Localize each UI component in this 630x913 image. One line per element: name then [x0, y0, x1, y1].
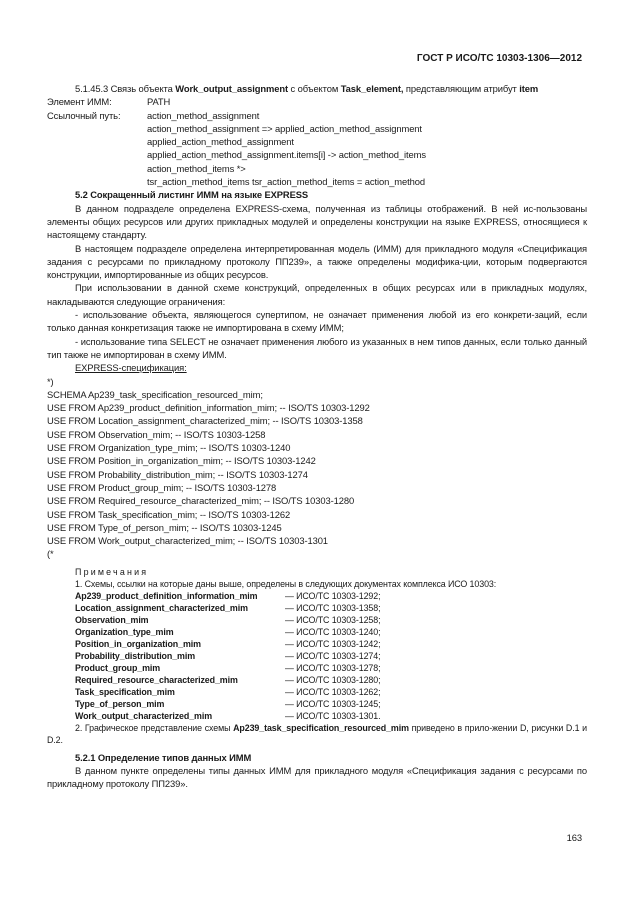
page-content: [47, 82, 587, 791]
schema-ref: — ИСО/ТС 10303-1280;: [285, 674, 381, 685]
reference-path-row: [47, 109, 587, 122]
reference-path-line: action_method_items *>: [147, 162, 246, 174]
code-line: USE FROM Location_assignment_characterized_mim; -- ISO/TS 10303-1358: [47, 415, 363, 427]
notes-block: [47, 566, 587, 722]
schema-name: Organization_type_mim: [75, 626, 174, 637]
express-code-block: [47, 375, 587, 561]
schema-ref: — ИСО/ТС 10303-1358;: [285, 602, 381, 613]
schema-ref: — ИСО/ТС 10303-1301.: [285, 710, 381, 721]
text: с объектом: [288, 83, 341, 94]
paragraph: В данном пункте определены типы данных ИММ для прикладного модуля «Спецификация задания с ресурсами по прикладному протоколу ПП239».: [47, 764, 587, 790]
schema-name: Ap239_task_specification_resourced_mim: [233, 722, 409, 733]
mim-element-row: [47, 95, 587, 108]
reference-path-line: applied_action_method_assignment: [147, 136, 294, 148]
note-table-row: [75, 626, 587, 638]
mim-element-label: Элемент ИММ:: [47, 96, 112, 108]
reference-path-line: action_method_assignment: [147, 109, 260, 121]
code-line: USE FROM Required_resource_characterized_mim; -- ISO/TS 10303-1280: [47, 495, 355, 507]
express-spec-label: EXPRESS-спецификация:: [75, 362, 187, 374]
clause-5-1-45-3: [47, 82, 587, 95]
schema-name: Required_resource_characterized_mim: [75, 674, 238, 685]
reference-path-label: Ссылочный путь:: [47, 109, 121, 121]
code-line: USE FROM Ap239_product_definition_information_mim; -- ISO/TS 10303-1292: [47, 402, 370, 414]
schema-ref: — ИСО/ТС 10303-1240;: [285, 626, 381, 637]
schema-name: Type_of_person_mim: [75, 698, 165, 709]
schema-name: Location_assignment_characterized_mim: [75, 602, 248, 613]
paragraph: - использование объекта, являющегося супертипом, не означает применения любой из его конкрети-заций, если только данная конкретизация также не импортирована в схему ИММ;: [47, 309, 587, 334]
note-table-row: [75, 602, 587, 614]
page-number: 163: [566, 832, 582, 843]
schema-ref: — ИСО/ТС 10303-1292;: [285, 590, 381, 601]
text: 2. Графическое представление схемы: [75, 722, 234, 733]
schema-ref: — ИСО/ТС 10303-1262;: [285, 686, 381, 697]
code-line: (*: [47, 548, 54, 560]
schema-name: Ap239_product_definition_information_mim: [75, 590, 258, 601]
schema-ref: — ИСО/ТС 10303-1258;: [285, 614, 381, 625]
note-table-row: [75, 710, 587, 722]
note-table-row: [75, 686, 587, 698]
note-table-row: [75, 650, 587, 662]
reference-path-line: action_method_assignment => applied_action_method_assignment: [147, 122, 422, 134]
code-line: USE FROM Organization_type_mim; -- ISO/TS 10303-1240: [47, 442, 291, 454]
schema-name: Position_in_organization_mim: [75, 638, 201, 649]
code-line: USE FROM Work_output_characterized_mim; -- ISO/TS 10303-1301: [47, 535, 328, 547]
text: приведено в прило-жении D, рисунки D.1 и D.2.: [47, 722, 587, 745]
reference-path-line: tsr_action_method_items tsr_action_method_items = action_method: [147, 176, 425, 188]
note-1: 1. Схемы, ссылки на которые даны выше, определены в следующих документах комплекса ИСО 10303:: [75, 578, 497, 589]
schema-name: Work_output_characterized_mim: [75, 710, 213, 721]
schema-ref: — ИСО/ТС 10303-1245;: [285, 698, 381, 709]
note-table-row: [75, 614, 587, 626]
paragraph: В данном подразделе определена EXPRESS-схема, полученная из таблицы отображений. В ней ис-пользованы элементы общих ресурсов или других прикладных модулей и определены конструкции на языке EXPRESS, относящиеся к настоящему стандарту.: [47, 202, 587, 241]
schema-name: Observation_mim: [75, 614, 149, 625]
entity-name: Task_element,: [340, 83, 404, 94]
code-line: SCHEMA Ap239_task_specification_resourced_mim;: [47, 388, 263, 400]
subsection-heading: 5.2.1 Определение типов данных ИММ: [75, 751, 252, 763]
paragraph: В настоящем подразделе определена интерпретированная модель (ИММ) для прикладного модуля «Спецификация задания с ресурсами по прикладному протоколу ПП239», а также определены модифика-ции, которым подвергаются конструкции, импортированные из общих ресурсов.: [47, 242, 587, 281]
entity-name: Work_output_assignment: [175, 83, 289, 94]
code-line: USE FROM Type_of_person_mim; -- ISO/TS 10303-1245: [47, 521, 282, 533]
notes-title: Примечания: [75, 566, 149, 577]
schema-name: Product_group_mim: [75, 662, 161, 673]
note-table-row: [75, 698, 587, 710]
text: представляющим атрибут: [403, 83, 520, 94]
mim-element-value: PATH: [147, 96, 171, 108]
schema-name: Task_specification_mim: [75, 686, 175, 697]
code-line: *): [47, 375, 54, 387]
schema-ref: — ИСО/ТС 10303-1274;: [285, 650, 381, 661]
code-line: USE FROM Task_specification_mim; -- ISO/TS 10303-1262: [47, 508, 291, 520]
section-heading: 5.2 Сокращенный листинг ИММ на языке EXPRESS: [75, 189, 309, 201]
note-table-row: [75, 638, 587, 650]
text: 5.1.45.3 Связь объекта: [75, 83, 176, 94]
running-header: ГОСТ Р ИСО/ТС 10303-1306—2012: [416, 53, 582, 64]
note-table-row: [75, 662, 587, 674]
code-line: USE FROM Product_group_mim; -- ISO/TS 10303-1278: [47, 481, 277, 493]
code-line: USE FROM Position_in_organization_mim; -- ISO/TS 10303-1242: [47, 455, 316, 467]
attribute-name: item: [519, 83, 539, 94]
note-table-row: [75, 590, 587, 602]
reference-path-line: applied_action_method_assignment.items[i] -> action_method_items: [147, 149, 426, 161]
paragraph: При использовании в данной схеме конструкций, определенных в общих ресурсах или в прикладных модулях, накладываются следующие ограничения:: [47, 282, 587, 307]
paragraph: - использование типа SELECT не означает применения любого из указанных в нем типов данных, если только данный тип также не импортирован в схему ИММ.: [47, 335, 587, 360]
code-line: USE FROM Probability_distribution_mim; -- ISO/TS 10303-1274: [47, 468, 308, 480]
note-2: [47, 722, 587, 746]
code-line: USE FROM Observation_mim; -- ISO/TS 10303-1258: [47, 428, 266, 440]
note-table-row: [75, 674, 587, 686]
schema-name: Probability_distribution_mim: [75, 650, 195, 661]
schema-ref: — ИСО/ТС 10303-1242;: [285, 638, 381, 649]
schema-ref: — ИСО/ТС 10303-1278;: [285, 662, 381, 673]
